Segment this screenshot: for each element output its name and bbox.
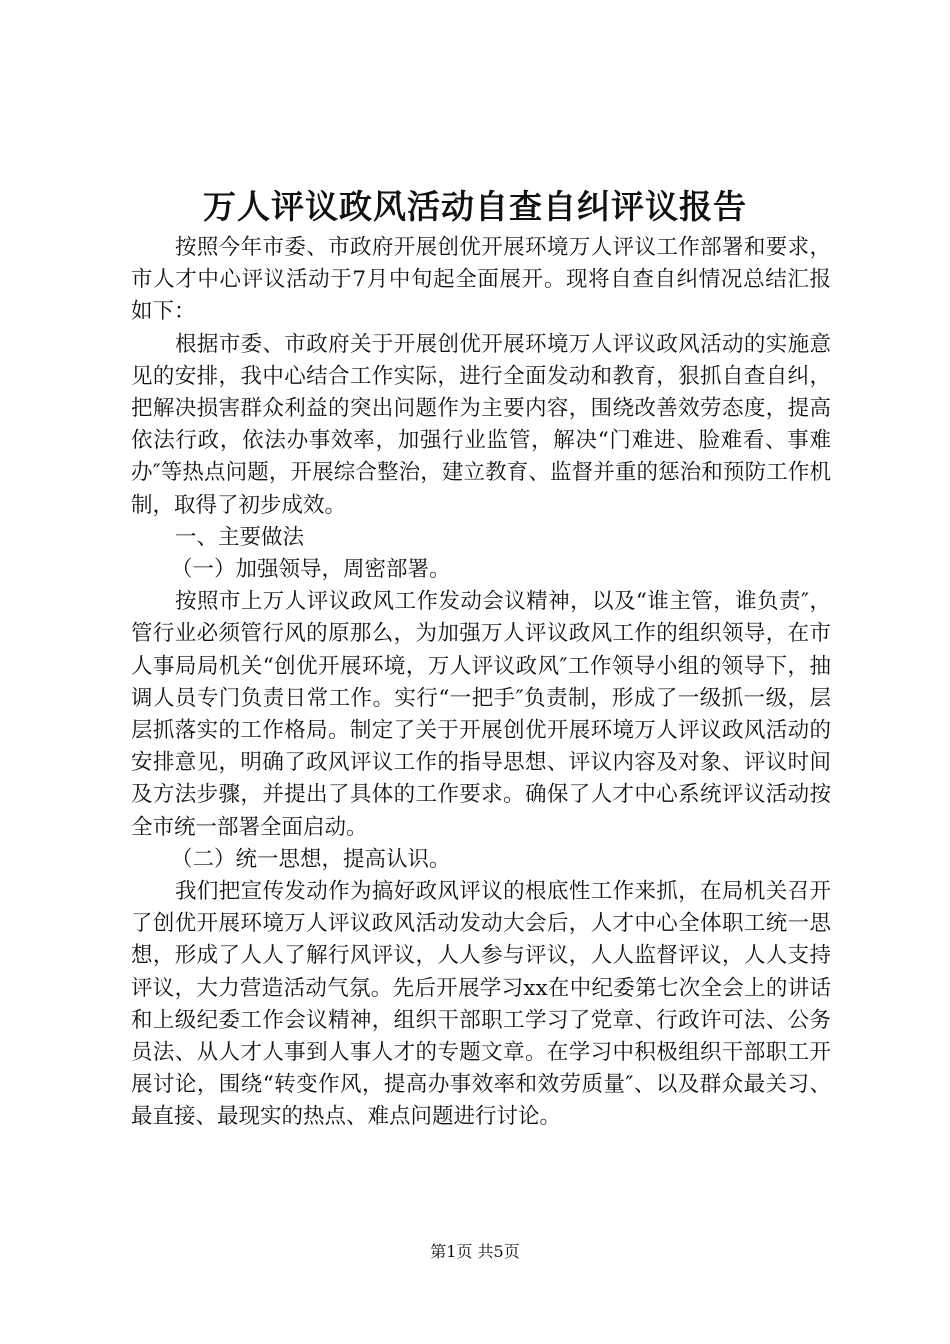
section-heading: 一、主要做法 [175, 524, 305, 550]
subsection-1-paragraph: 按照市上万人评议政风工作发动会议精神，以及“谁主管，谁负责″，管行业必须管行风的原那么，为加强万人评议政风工作的组织领导，在市人事局局机关“创优开展环境，万人评议政风″工作领导小组的领导下，抽调人员专门负责日常工作。实行“一把手″负责制，形成了一级抓一级，层层抓落实的工作格局。制定了关于开展创优开展环境万人评议政风活动的安排意见，明确了政风评议工作的指导思想、评议内容及对象、评议时间及方法步骤，并提出了具体的工作要求。确保了人才中心系统评议活动按全市统一部署全面启动。 [131, 589, 831, 840]
subsection-2-heading: （二）统一思想，提高认识。 [171, 846, 451, 872]
background-paragraph: 根据市委、市政府关于开展创优开展环境万人评议政风活动的实施意见的安排，我中心结合工作实际，进行全面发动和教育，狠抓自查自纠，把解决损害群众利益的突出问题作为主要内容，围绕改善效劳态度，提高依法行政，依法办事效率，加强行业监管，解决“门难进、脸难看、事难办″等热点问题，开展综合整治，建立教育、监督并重的惩治和预防工作机制，取得了初步成效。 [131, 331, 831, 518]
intro-paragraph: 按照今年市委、市政府开展创优开展环境万人评议工作部署和要求，市人才中心评议活动于7月中旬起全面展开。现将自查自纠情况总结汇报如下： [131, 235, 831, 325]
subsection-1-heading: （一）加强领导，周密部署。 [171, 557, 451, 583]
subsection-2-paragraph: 我们把宣传发动作为搞好政风评议的根底性工作来抓，在局机关召开了创优开展环境万人评议政风活动发动大会后，人才中心全体职工统一思想，形成了人人了解行风评议，人人参与评议，人人监督评议，人人支持评议，大力营造活动气氛。先后开展学习xx在中纪委第七次全会上的讲话和上级纪委工作会议精神，组织干部职工学习了党章、行政许可法、公务员法、从人才人事到人事人才的专题文章。在学习中积极组织干部职工开展讨论，围绕“转变作风，提高办事效率和效劳质量″、以及群众最关习、最直接、最现实的热点、难点问题进行讨论。 [131, 879, 831, 1130]
page-number-footer: 第1页 共5页 [430, 1242, 520, 1261]
document-title: 万人评议政风活动自查自纠评议报告 [203, 187, 747, 226]
document-body [131, 232, 831, 1134]
